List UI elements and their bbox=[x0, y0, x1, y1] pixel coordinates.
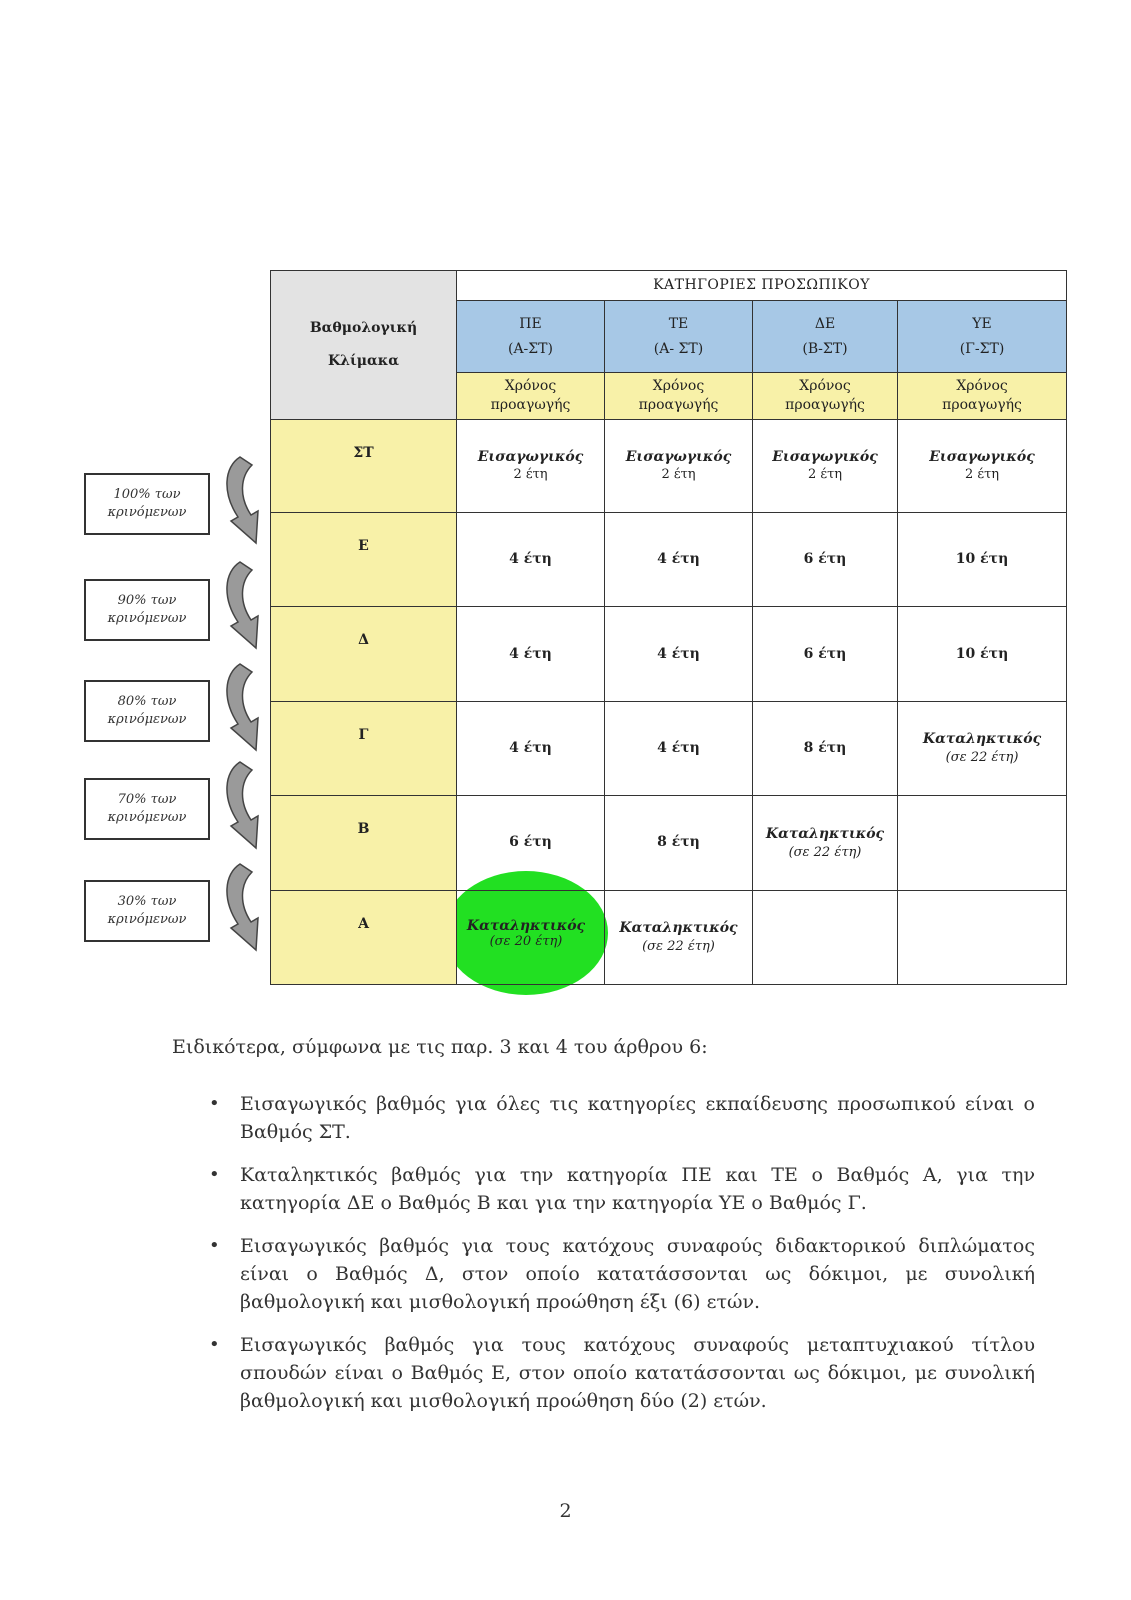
page-number: 2 bbox=[559, 1500, 572, 1522]
percent-box-90: 90% των κρινόμενων bbox=[84, 579, 210, 641]
table-row bbox=[271, 607, 1067, 701]
highlighted-final-text: Καταληκτικός (σε 20 έτη) bbox=[466, 917, 586, 949]
intro-paragraph: Ειδικότερα, σύμφωνα με τις παρ. 3 και 4 του άρθρου 6: bbox=[172, 1036, 708, 1058]
table-row bbox=[271, 890, 1067, 984]
table-cell: 8 έτη bbox=[753, 701, 898, 795]
table-cell: 4 έτη bbox=[457, 513, 605, 607]
grade-scale-table bbox=[270, 270, 1067, 985]
final-cell: Καταληκτικός (σε 22 έτη) bbox=[753, 796, 898, 890]
corner-line2: Κλίμακα bbox=[327, 352, 400, 369]
category-ye: ΥΕ (Γ-ΣΤ) bbox=[898, 301, 1067, 373]
curved-arrow-icon bbox=[220, 560, 268, 660]
categories-header: ΚΑΤΗΓΟΡΙΕΣ ΠΡΟΣΩΠΙΚΟΥ bbox=[457, 271, 1067, 301]
empty-cell bbox=[898, 796, 1067, 890]
table-row bbox=[271, 701, 1067, 795]
grade-label: Α bbox=[271, 890, 457, 984]
table-row bbox=[271, 419, 1067, 512]
table-cell: 10 έτη bbox=[898, 607, 1067, 701]
table-cell: 4 έτη bbox=[457, 607, 605, 701]
grade-label: ΣΤ bbox=[271, 419, 457, 512]
percent-box-80: 80% των κρινόμενων bbox=[84, 680, 210, 742]
entry-cell: Εισαγωγικός 2 έτη bbox=[605, 419, 753, 512]
category-de: ΔΕ (Β-ΣΤ) bbox=[753, 301, 898, 373]
curved-arrow-icon bbox=[220, 455, 268, 555]
final-cell: Καταληκτικός (σε 22 έτη) bbox=[898, 701, 1067, 795]
list-item: • Εισαγωγικός βαθμός για όλες τις κατηγορίες εκπαίδευσης προσωπικού είναι ο Βαθμός ΣΤ. bbox=[195, 1090, 1035, 1146]
percent-box-100: 100% των κρινόμενων bbox=[84, 473, 210, 535]
grade-label: Β bbox=[271, 796, 457, 890]
table-cell: 4 έτη bbox=[605, 607, 753, 701]
grade-scale-header bbox=[271, 271, 457, 420]
promotion-time-ye: Χρόνος προαγωγής bbox=[898, 373, 1067, 419]
list-item: • Εισαγωγικός βαθμός για τους κατόχους συναφούς μεταπτυχιακού τίτλου σπουδών είναι ο Βαθμός Ε, στον οποίο κατατάσσονται ως δόκιμοι, με συνολική βαθμολογική και μισθολογική προώθηση δύο (2) ετών. bbox=[195, 1331, 1035, 1415]
empty-cell bbox=[898, 890, 1067, 984]
curved-arrow-icon bbox=[220, 760, 268, 860]
table-cell: 6 έτη bbox=[457, 796, 605, 890]
curved-arrow-icon bbox=[220, 862, 268, 962]
promotion-time-de: Χρόνος προαγωγής bbox=[753, 373, 898, 419]
table-cell: 4 έτη bbox=[605, 513, 753, 607]
percent-box-30: 30% των κρινόμενων bbox=[84, 880, 210, 942]
final-cell: Καταληκτικός (σε 22 έτη) bbox=[605, 890, 753, 984]
entry-cell: Εισαγωγικός 2 έτη bbox=[898, 419, 1067, 512]
bullet-list bbox=[195, 1090, 1035, 1430]
curved-arrow-icon bbox=[220, 662, 268, 762]
table-row bbox=[271, 513, 1067, 607]
table-row bbox=[271, 796, 1067, 890]
category-pe: ΠΕ (Α-ΣΤ) bbox=[457, 301, 605, 373]
list-item: • Καταληκτικός βαθμός για την κατηγορία ΠΕ και ΤΕ ο Βαθμός Α, για την κατηγορία ΔΕ ο Βαθμός Β και για την κατηγορία ΥΕ ο Βαθμός Γ. bbox=[195, 1161, 1035, 1217]
empty-cell bbox=[753, 890, 898, 984]
percent-box-70: 70% των κρινόμενων bbox=[84, 778, 210, 840]
promotion-time-te: Χρόνος προαγωγής bbox=[605, 373, 753, 419]
table-cell: 10 έτη bbox=[898, 513, 1067, 607]
entry-cell: Εισαγωγικός 2 έτη bbox=[753, 419, 898, 512]
table-cell: 4 έτη bbox=[457, 701, 605, 795]
grade-label: Ε bbox=[271, 513, 457, 607]
table-cell: 6 έτη bbox=[753, 513, 898, 607]
table-cell: 8 έτη bbox=[605, 796, 753, 890]
table-cell: 4 έτη bbox=[605, 701, 753, 795]
grade-label: Γ bbox=[271, 701, 457, 795]
table-cell: 6 έτη bbox=[753, 607, 898, 701]
promotion-time-pe: Χρόνος προαγωγής bbox=[457, 373, 605, 419]
grade-label: Δ bbox=[271, 607, 457, 701]
list-item: • Εισαγωγικός βαθμός για τους κατόχους συναφούς διδακτορικού διπλώματος είναι ο Βαθμός Δ, στον οποίο κατατάσσονται ως δόκιμοι, με συνολική βαθμολογική και μισθολογική προώθηση έξι (6) ετών. bbox=[195, 1232, 1035, 1316]
category-te: ΤΕ (Α- ΣΤ) bbox=[605, 301, 753, 373]
corner-line1: Βαθμολογική bbox=[309, 319, 418, 336]
entry-cell: Εισαγωγικός 2 έτη bbox=[457, 419, 605, 512]
